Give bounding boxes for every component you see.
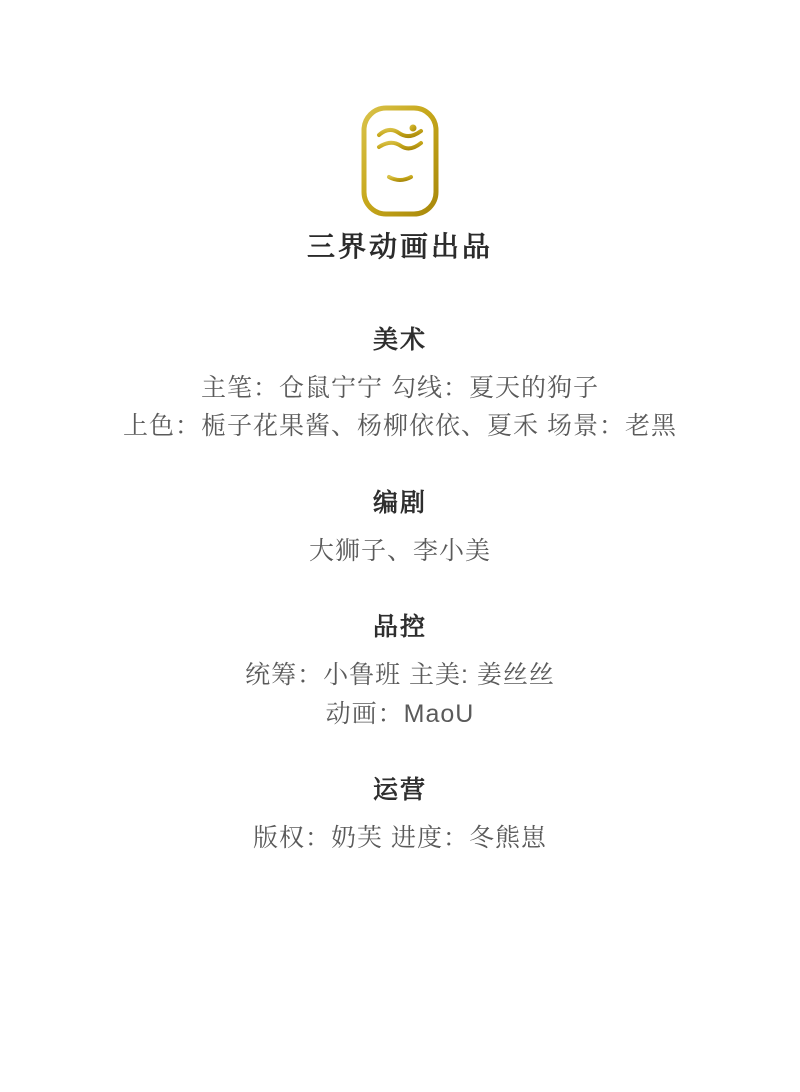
- credit-line: 主笔：仓鼠宁宁 勾线：夏天的狗子: [201, 373, 599, 402]
- section-title: 品控: [372, 613, 427, 642]
- credit-line: 动画：MaoU: [325, 699, 475, 728]
- credit-section-quality: [0, 614, 800, 733]
- seal-stamp-icon: [361, 105, 439, 217]
- studio-name: 三界动画出品: [306, 231, 493, 262]
- credit-section-operations: [0, 777, 800, 857]
- section-title: 编剧: [372, 489, 427, 517]
- credits-list: [0, 327, 800, 858]
- credit-line: 上色：栀子花果酱、杨柳依依、夏禾 场景：老黑: [123, 412, 677, 441]
- section-title: 美术: [372, 326, 427, 354]
- studio-logo-block: [307, 105, 493, 261]
- credit-line: 统筹：小鲁班 主美: 姜丝丝: [245, 660, 555, 689]
- credit-section-art: [0, 327, 800, 446]
- credit-section-script: [0, 490, 800, 570]
- credit-line: 大狮子、李小美: [308, 536, 491, 565]
- section-title: 运营: [372, 776, 427, 805]
- credit-line: 版权：奶芙 进度：冬熊崽: [253, 823, 547, 852]
